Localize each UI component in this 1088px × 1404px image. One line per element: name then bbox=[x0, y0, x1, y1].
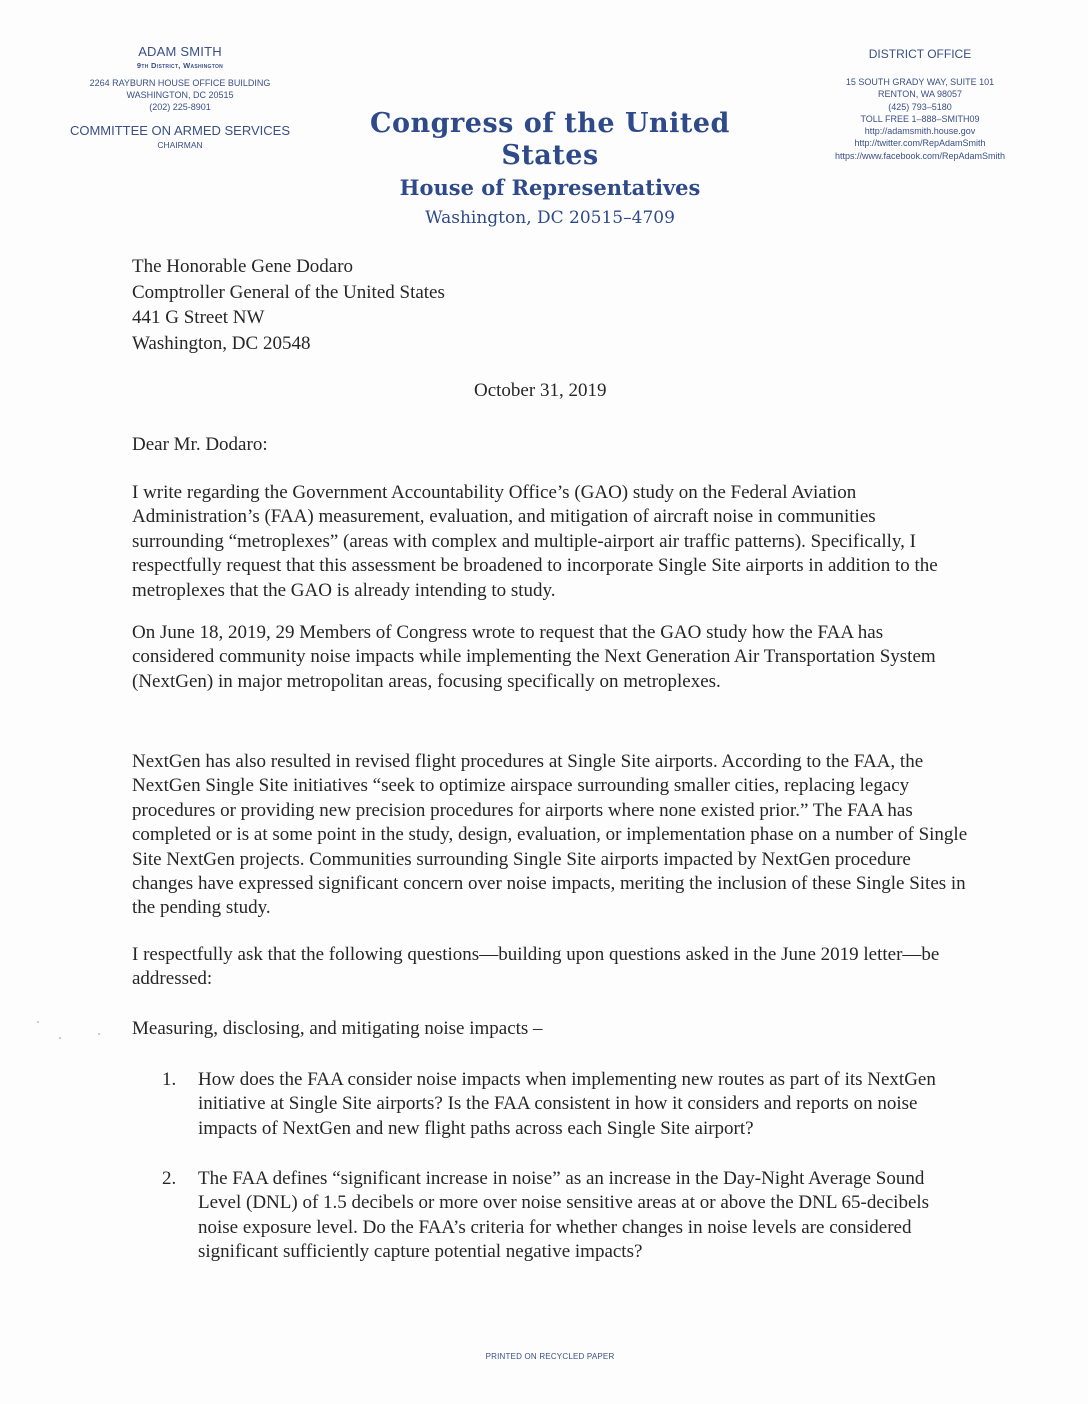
letterhead-subtitle: House of Representatives bbox=[399, 175, 701, 200]
district-address-line1: 15 SOUTH GRADY WAY, SUITE 101 bbox=[845, 77, 995, 87]
district-phone: (425) 793–5180 bbox=[888, 101, 952, 112]
question-number: 2. bbox=[162, 1168, 177, 1189]
recycled-paper-notice: PRINTED ON RECYCLED PAPER bbox=[485, 1352, 615, 1361]
addressee-name: The Honorable Gene Dodaro bbox=[132, 256, 354, 277]
inside-address bbox=[132, 254, 445, 356]
letterhead-title-block bbox=[320, 108, 780, 230]
dc-phone: (202) 225-8901 bbox=[149, 102, 211, 112]
scan-artifact bbox=[37, 1021, 39, 1023]
district-office-details bbox=[790, 76, 1050, 162]
member-name: ADAM SMITH bbox=[138, 44, 222, 59]
section-heading: Measuring, disclosing, and mitigating noise impacts – bbox=[132, 1018, 543, 1039]
committee-role: CHAIRMAN bbox=[157, 140, 203, 150]
addressee-city: Washington, DC 20548 bbox=[132, 332, 311, 354]
paragraph-intro: I write regarding the Government Accountability Office’s (GAO) study on the Federal Aviation Administration’s (FAA) measurement, evaluation, and mitigation of aircraft noise in communities surrounding “metroplexes” (areas with complex and multiple-airport air traffic patterns). Specifically, I respectfully request that this assessment be broadened to incorporate Single Site airports in addition to the metroplexes that the GAO is already intending to study. bbox=[132, 482, 938, 601]
paragraph-request: I respectfully ask that the following questions—building upon questions asked in the June 2019 letter—be addressed: bbox=[132, 944, 940, 990]
scan-artifact bbox=[59, 1037, 61, 1039]
committee-name: COMMITTEE ON ARMED SERVICES bbox=[69, 123, 291, 138]
twitter-link: http://twitter.com/RepAdamSmith bbox=[854, 138, 986, 149]
question-item bbox=[162, 1167, 970, 1265]
question-item bbox=[162, 1068, 970, 1141]
letterhead-district-office bbox=[790, 46, 1050, 162]
letterhead-title: Congress of the United States bbox=[370, 108, 730, 171]
district-office-heading: DISTRICT OFFICE bbox=[868, 47, 972, 61]
question-text: The FAA defines “significant increase in noise” as an increase in the Day-Night Average Sound Level (DNL) of 1.5 decibels or more over noise sensitive areas at or above the DNL 65-decibels noise exposure level. Do the FAA’s criteria for whether changes in noise levels are considered significant sufficiently capture potential negative impacts? bbox=[198, 1168, 930, 1263]
website-link: http://adamsmith.house.gov bbox=[864, 126, 976, 137]
district-address-line2: RENTON, WA 98057 bbox=[877, 89, 963, 100]
member-district: 9th District, Washington bbox=[136, 61, 224, 70]
dc-office-address bbox=[40, 77, 320, 113]
addressee-street: 441 G Street NW bbox=[132, 307, 265, 328]
facebook-link: https://www.facebook.com/RepAdamSmith bbox=[834, 150, 1006, 161]
dc-address-line1: 2264 RAYBURN HOUSE OFFICE BUILDING bbox=[89, 78, 271, 88]
letterhead-member-info bbox=[40, 44, 320, 151]
addressee-title: Comptroller General of the United States bbox=[132, 281, 445, 303]
dc-address-line2: WASHINGTON, DC 20515 bbox=[126, 90, 234, 100]
scan-artifact bbox=[98, 1033, 100, 1035]
question-text: How does the FAA consider noise impacts when implementing new routes as part of its NextGen initiative at Single Site airports? Is the FAA consistent in how it considers and reports on noise impacts of NextGen and new flight paths across each Single Site airport? bbox=[198, 1069, 936, 1139]
paragraph-background: On June 18, 2019, 29 Members of Congress wrote to request that the GAO study how the FAA has considered community noise impacts while implementing the Next Generation Air Transportation System (NextGen) in major metropolitan areas, focusing specifically on metroplexes. bbox=[132, 622, 936, 692]
letterhead-city: Washington, DC 20515–4709 bbox=[425, 208, 675, 228]
question-number: 1. bbox=[162, 1069, 177, 1090]
district-toll-free: TOLL FREE 1–888–SMITH09 bbox=[860, 113, 980, 124]
letter-date: October 31, 2019 bbox=[474, 380, 607, 401]
paragraph-single-site: NextGen has also resulted in revised flight procedures at Single Site airports. According to the FAA, the NextGen Single Site initiatives “seek to optimize airspace surrounding smaller cities, replacing legacy procedures or providing new precision procedures for airports where none existed prior.” The FAA has completed or is at some point in the study, design, evaluation, or implementation phase on a number of Single Site NextGen projects. Communities surrounding Single Site airports impacted by NextGen procedure changes have expressed significant concern over noise impacts, meriting the inclusion of these Single Sites in the pending study. bbox=[132, 751, 968, 919]
salutation: Dear Mr. Dodaro: bbox=[132, 434, 268, 455]
